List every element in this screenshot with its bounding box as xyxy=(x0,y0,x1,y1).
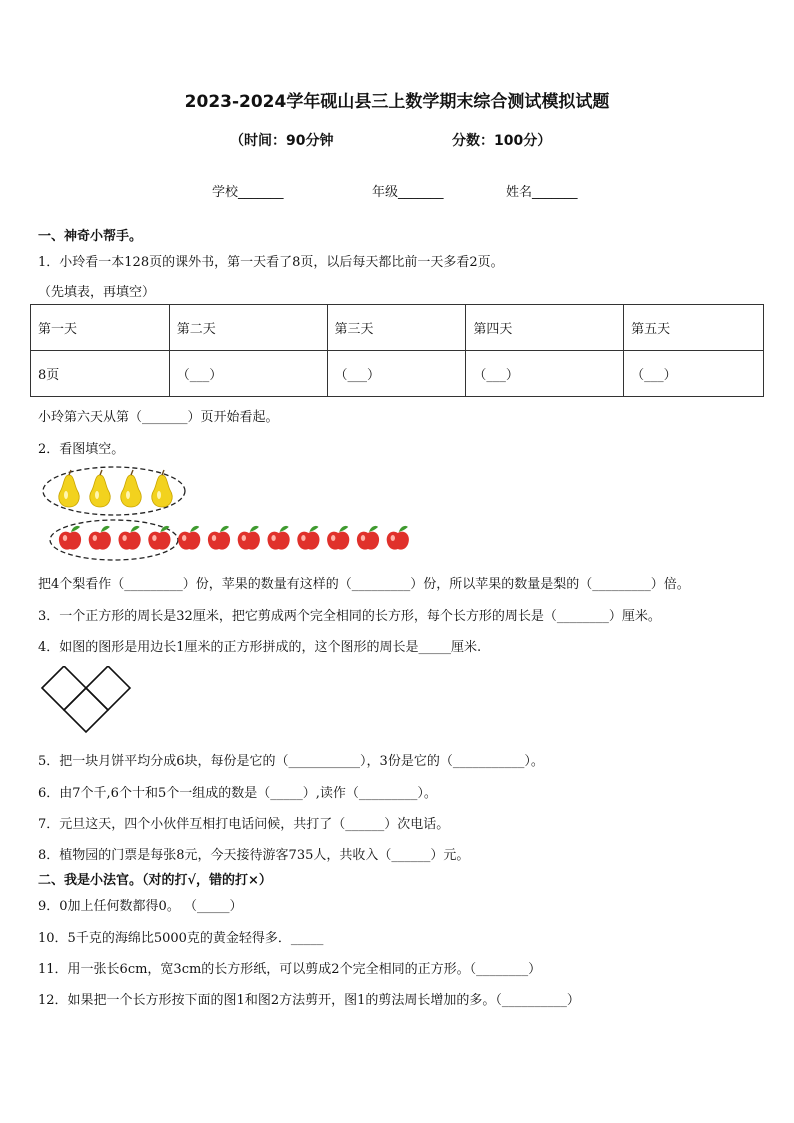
table-cell: 第一天 xyxy=(31,305,170,351)
table-cell[interactable]: （___） xyxy=(327,351,466,397)
page-title: 2023-2024学年砚山县三上数学期末综合测试模拟试题 xyxy=(184,92,610,112)
table-cell: 第四天 xyxy=(466,305,624,351)
question-12: 12．如果把一个长方形按下面的图1和图2方法剪开，图1的剪法周长增加的多。（__________） xyxy=(38,993,580,1008)
table-cell[interactable]: （___） xyxy=(169,351,327,397)
question-1: 1．小玲看一本128页的课外书，第一天看了8页，以后每天都比前一天多看2页。 xyxy=(38,255,504,270)
grade-field: 年级_______ xyxy=(372,185,444,200)
question-10: 10．5千克的海绵比5000克的黄金轻得多．_____ xyxy=(38,931,324,946)
apple-icon xyxy=(327,526,349,550)
question-4: 4．如图的图形是用边长1厘米的正方形拼成的，这个图形的周长是_____厘米. xyxy=(38,640,482,655)
school-field: 学校_______ xyxy=(212,185,284,200)
apple-icon xyxy=(178,526,200,550)
question-6: 6．由7个千,6个十和5个一组成的数是（_____）,读作（_________）。 xyxy=(38,786,437,801)
table-header-row xyxy=(31,305,764,351)
apple-icon xyxy=(297,526,319,550)
section-2-heading: 二、我是小法官。（对的打√，错的打×） xyxy=(38,873,272,888)
table-cell[interactable]: （___） xyxy=(624,351,764,397)
pear-icon xyxy=(152,470,172,507)
table-cell: 8页 xyxy=(31,351,170,397)
table-row xyxy=(31,351,764,397)
apple-icon xyxy=(89,526,111,550)
pear-icon xyxy=(59,470,79,507)
question-2: 2．看图填空。 xyxy=(38,442,125,457)
apple-icon xyxy=(118,526,140,550)
pear-icon xyxy=(90,470,110,507)
exam-time: （时间：90分钟 xyxy=(230,133,334,149)
question-9: 9．0加上任何数都得0。 （_____） xyxy=(38,899,243,914)
table-cell: 第五天 xyxy=(624,305,764,351)
question-2-fill: 把4个梨看作（_________）份，苹果的数量有这样的（_________）份，所以苹果的数量是梨的（_________）倍。 xyxy=(38,577,690,592)
apple-icon xyxy=(238,526,260,550)
question-3: 3．一个正方形的周长是32厘米，把它剪成两个完全相同的长方形，每个长方形的周长是（________）厘米。 xyxy=(38,609,661,624)
square-figure xyxy=(40,666,136,738)
name-field: 姓名_______ xyxy=(506,185,578,200)
reading-table xyxy=(30,304,764,397)
question-7: 7．元旦这天，四个小伙伴互相打电话问候，共打了（______）次电话。 xyxy=(38,817,450,832)
table-cell: 第二天 xyxy=(169,305,327,351)
pear-icon xyxy=(121,470,141,507)
apple-icon xyxy=(267,526,289,550)
question-1-note: （先填表，再填空） xyxy=(38,285,156,300)
exam-score: 分数：100分） xyxy=(452,133,552,149)
table-cell: 第三天 xyxy=(327,305,466,351)
fruit-figure xyxy=(36,462,426,562)
question-1-blank: 小玲第六天从第（_______）页开始看起。 xyxy=(38,410,279,425)
table-cell[interactable]: （___） xyxy=(466,351,624,397)
apple-icon xyxy=(59,526,81,550)
question-8: 8．植物园的门票是每张8元，今天接待游客735人，共收入（______）元。 xyxy=(38,848,470,863)
question-5: 5．把一块月饼平均分成6块，每份是它的（___________），3份是它的（___________）。 xyxy=(38,754,544,769)
apple-icon xyxy=(357,526,379,550)
apple-icon xyxy=(387,526,409,550)
section-1-heading: 一、神奇小帮手。 xyxy=(38,229,143,244)
apple-icon xyxy=(208,526,230,550)
question-11: 11．用一张长6cm，宽3cm的长方形纸，可以剪成2个完全相同的正方形。（________） xyxy=(38,962,542,977)
